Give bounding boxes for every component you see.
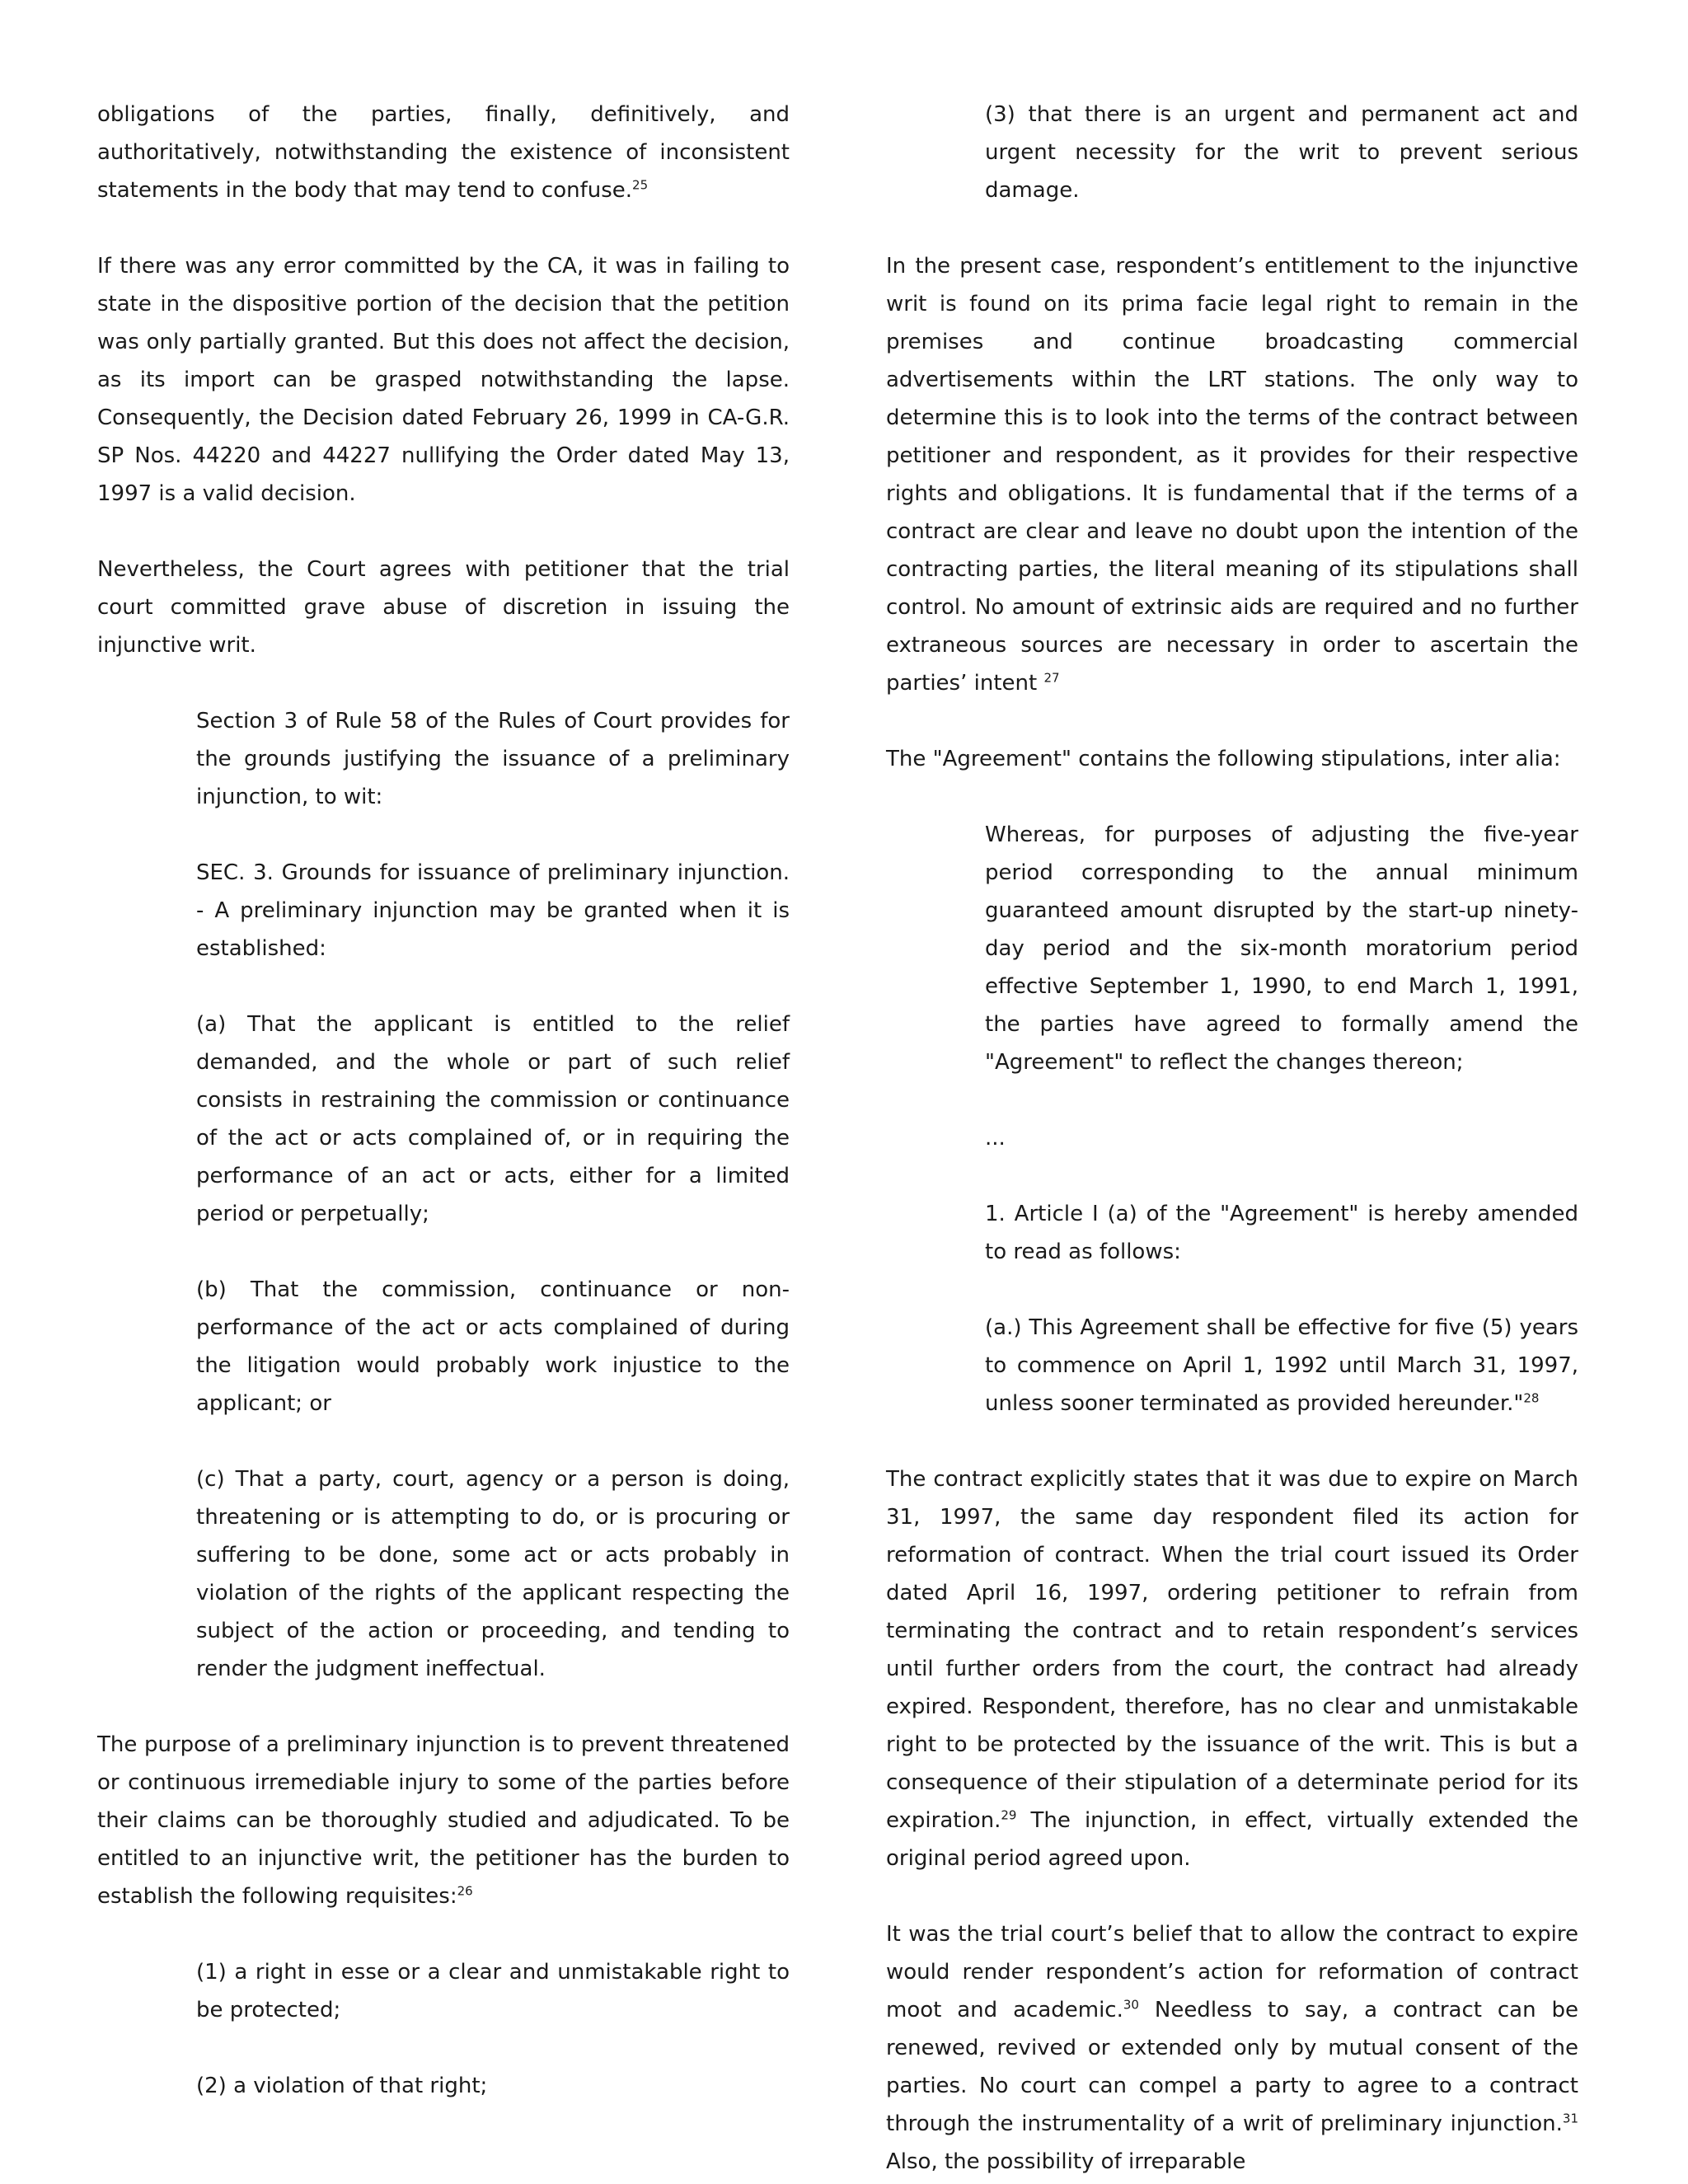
quoted-paragraph: (c) That a party, court, agency or a person is doing, threatening or is attempting to do, or is procuring or suffering to be done, some act or acts probably in violation of the rights of the applicant respecting the subject of the action or proceeding, and tending to render the judgment ineffectual.: [196, 1467, 790, 1681]
quoted-paragraph: (b) That the commission, continuance or non-performance of the act or acts complained of during the litigation would probably work injustice to the applicant; or: [196, 1277, 790, 1416]
quoted-paragraph: SEC. 3. Grounds for issuance of preliminary injunction. - A preliminary injunction may be granted when it is established:: [196, 860, 790, 961]
footnote-ref[interactable]: 28: [1523, 1390, 1540, 1406]
footnote-ref[interactable]: 30: [1123, 1997, 1139, 2013]
quoted-paragraph: (a) That the applicant is entitled to the relief demanded, and the whole or part of such relief consists in restraining the commission or continuance of the act or acts complained of, or in requiring the performance of an act or acts, either for a limited period or perpetually;: [196, 1012, 790, 1226]
quoted-paragraph: Whereas, for purposes of adjusting the five-year period corresponding to the annual minimum guaranteed amount disrupted by the start-up ninety-day period and the six-month moratorium period effective September 1, 1990, to end March 1, 1991, the parties have agreed to formally amend the "Agreement" to reflect the changes thereon;: [985, 823, 1578, 1075]
paragraph: It was the trial court’s belief that to allow the contract to expire would render respondent’s action for reformation of contract moot and academic.$^{30}$ Needless to say, a contract can be renewed, revived or extended only by mutual consent of the parties. No court can compel a party to agree to a contract through the instrumentality of a writ of preliminary injunction.$^{31}$ Also, the possibility of irreparable: [886, 1922, 1578, 2174]
paragraph: The contract explicitly states that it was due to expire on March 31, 1997, the same day respondent filed its action for reformation of contract. When the trial court issued its Order dated April 16, 1997, ordering petitioner to refrain from terminating the contract and to retain respondent’s services until further orders from the court, the contract had already expired. Respondent, therefore, has no clear and unmistakable right to be protected by the issuance of the writ. This is but a consequence of their stipulation of a determinate period for its expiration.$^{29}$ The injunction, in effect, virtually extended the original period agreed upon.: [886, 1467, 1578, 1871]
footnote-ref[interactable]: 26: [457, 1883, 473, 1899]
footnote-ref[interactable]: 31: [1562, 2111, 1578, 2126]
paragraph: Nevertheless, the Court agrees with petitioner that the trial court committed grave abuse of discretion in issuing the injunctive writ.: [97, 557, 790, 658]
quoted-paragraph: Section 3 of Rule 58 of the Rules of Court provides for the grounds justifying the issuance of a preliminary injunction, to wit:: [196, 709, 790, 809]
footnote-ref[interactable]: 27: [1043, 670, 1060, 686]
paragraph: In the present case, respondent’s entitlement to the injunctive writ is found on its prima facie legal right to remain in the premises and continue broadcasting commercial advertisements within the LRT stations. The only way to determine this is to look into the terms of the contract between petitioner and respondent, as it provides for their respective rights and obligations. It is fundamental that if the terms of a contract are clear and leave no doubt upon the intention of the contracting parties, the literal meaning of its stipulations shall control. No amount of extrinsic aids are required and no further extraneous sources are necessary in order to ascertain the parties’ intent $^{27}$: [886, 254, 1578, 696]
requisite-item: (2) a violation of that right;: [196, 2074, 488, 2098]
requisite-item: (3) that there is an urgent and permanent act and urgent necessity for the writ to prevent serious damage.: [985, 102, 1578, 203]
quoted-paragraph: ...: [985, 1126, 1006, 1151]
left-column: [97, 96, 790, 2105]
requisite-item: (1) a right in esse or a clear and unmistakable right to be protected;: [196, 1960, 790, 2022]
quoted-paragraph: (a.) This Agreement shall be effective for five (5) years to commence on April 1, 1992 until March 31, 1997, unless sooner terminated as provided hereunder."$^{28}$: [985, 1315, 1578, 1416]
paragraph: The purpose of a preliminary injunction is to prevent threatened or continuous irremediable injury to some of the parties before their claims can be thoroughly studied and adjudicated. To be entitled to an injunctive writ, the petitioner has the burden to establish the following requisites:$^{26}$: [97, 1732, 790, 1909]
footnote-ref[interactable]: 25: [632, 177, 649, 193]
right-column: [886, 96, 1578, 2181]
footnote-ref[interactable]: 29: [1001, 1807, 1017, 1823]
paragraph: The "Agreement" contains the following stipulations, inter alia:: [886, 747, 1561, 771]
paragraph: If there was any error committed by the CA, it was in failing to state in the dispositive portion of the decision that the petition was only partially granted. But this does not affect the decision, as its import can be grasped notwithstanding the lapse. Consequently, the Decision dated February 26, 1999 in CA-G.R. SP Nos. 44220 and 44227 nullifying the Order dated May 13, 1997 is a valid decision.: [97, 254, 790, 506]
quoted-paragraph: 1. Article I (a) of the "Agreement" is hereby amended to read as follows:: [985, 1202, 1578, 1264]
paragraph: obligations of the parties, finally, definitively, and authoritatively, notwithstanding the existence of inconsistent statements in the body that may tend to confuse.$^{25}$: [97, 102, 790, 203]
